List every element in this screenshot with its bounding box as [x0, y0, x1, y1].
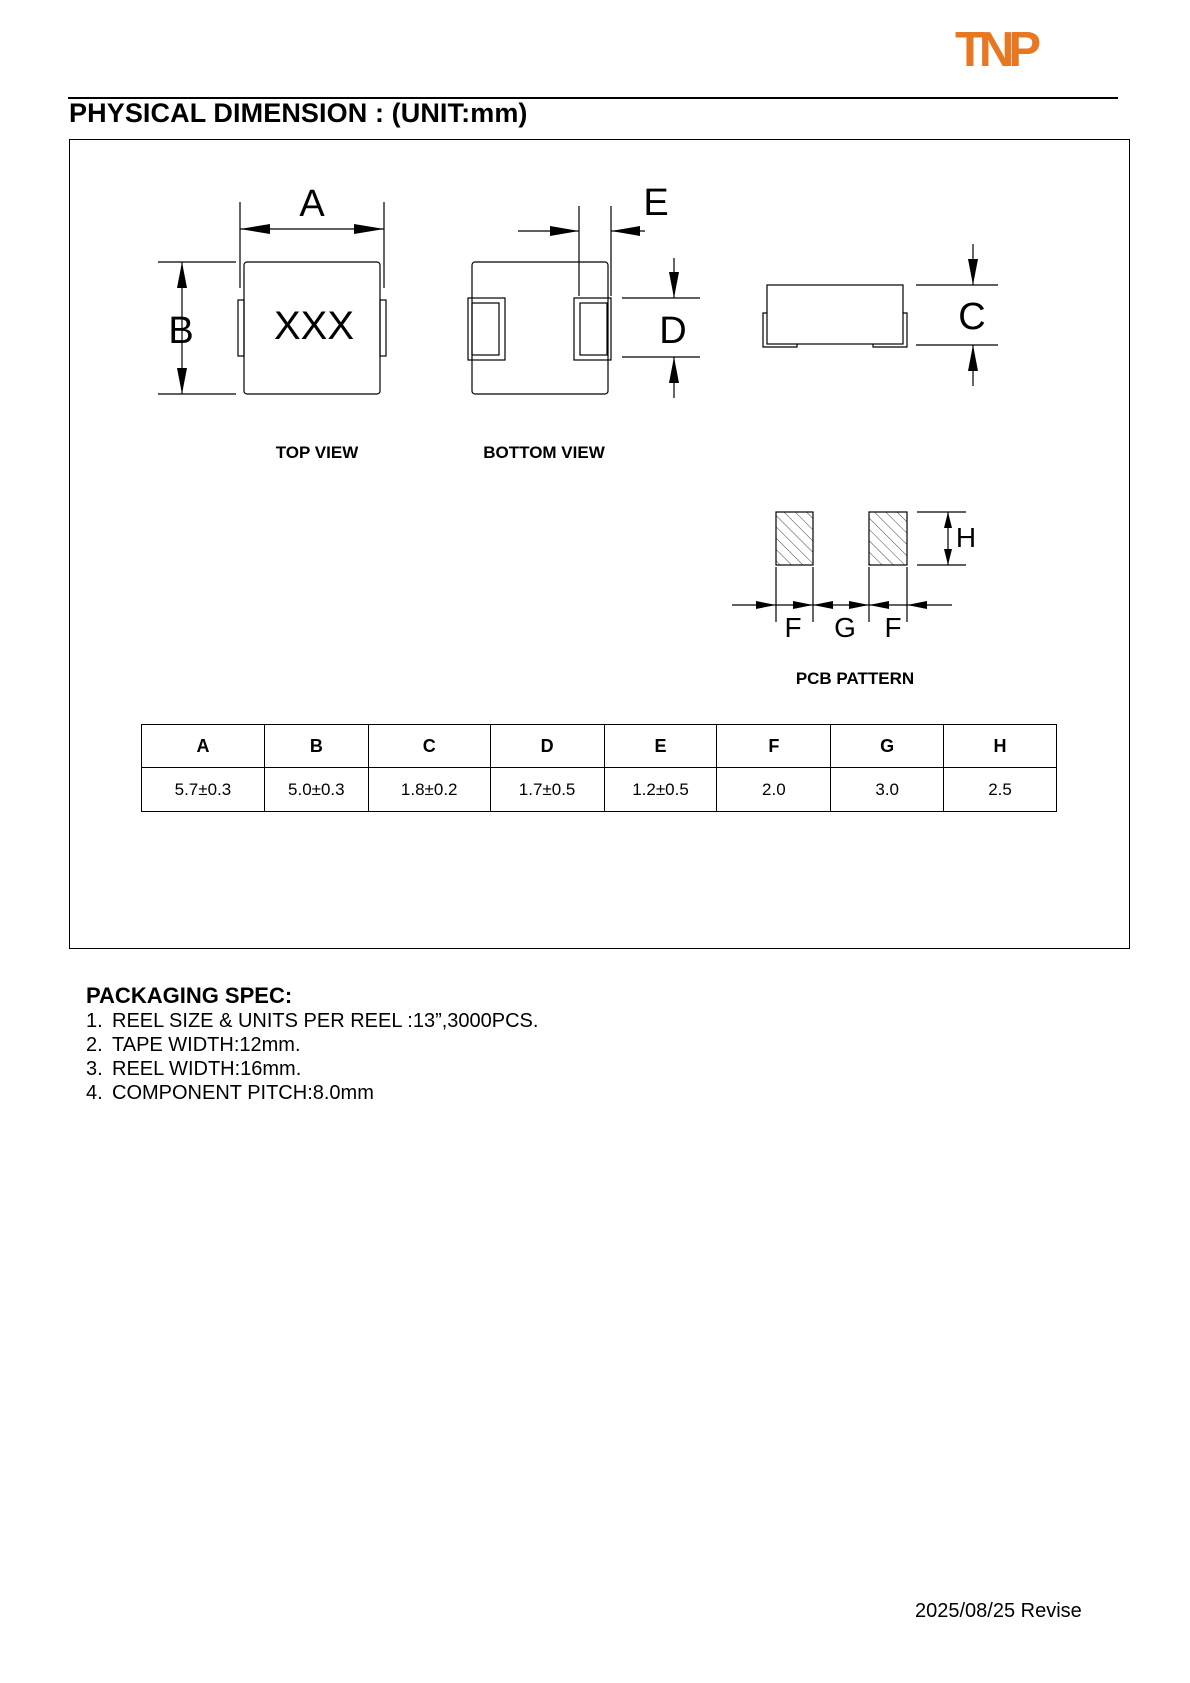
- table-header-cell: D: [490, 725, 604, 768]
- list-item: [86, 1009, 538, 1033]
- list-item-text: COMPONENT PITCH:8.0mm: [112, 1082, 374, 1104]
- list-item-text: TAPE WIDTH:12mm.: [112, 1034, 301, 1056]
- dimension-e-lines: [518, 206, 645, 296]
- side-view-body: [763, 285, 907, 347]
- dim-h-label: H: [955, 522, 977, 553]
- top-view-caption: TOP VIEW: [275, 443, 359, 462]
- pcb-pads: [776, 512, 907, 565]
- page-title: PHYSICAL DIMENSION : (UNIT:mm): [69, 98, 528, 128]
- list-item-text: REEL SIZE & UNITS PER REEL :13”,3000PCS.: [112, 1010, 539, 1032]
- table-cell: 1.8±0.2: [368, 768, 490, 812]
- table-cell: 2.5: [944, 768, 1057, 812]
- bottom-view-caption: BOTTOM VIEW: [483, 443, 605, 462]
- list-item-number: 2.: [86, 1034, 103, 1056]
- table-header-cell: E: [604, 725, 717, 768]
- table-header-cell: H: [944, 725, 1057, 768]
- dim-d-label: D: [659, 310, 687, 352]
- table-header-cell: C: [368, 725, 490, 768]
- dim-b-label: B: [168, 310, 194, 352]
- list-item-number: 1.: [86, 1010, 103, 1032]
- dimension-table: [141, 724, 1057, 812]
- revision-date: 2025/08/25 Revise: [915, 1600, 1082, 1622]
- dimension-arrowheads: [177, 224, 978, 609]
- pcb-pattern-caption: PCB PATTERN: [795, 669, 915, 688]
- packaging-list: [86, 1009, 538, 1105]
- table-header-cell: G: [831, 725, 944, 768]
- list-item-number: 3.: [86, 1058, 103, 1080]
- list-item: [86, 1033, 538, 1057]
- packaging-title: PACKAGING SPEC:: [86, 983, 293, 1008]
- table-header-row: [142, 725, 1057, 768]
- dim-c-label: C: [958, 296, 986, 338]
- dim-g-label: G: [834, 612, 856, 643]
- dim-e-label: E: [643, 182, 669, 224]
- list-item-number: 4.: [86, 1082, 103, 1104]
- table-header-cell: B: [264, 725, 368, 768]
- list-item-text: REEL WIDTH:16mm.: [112, 1058, 302, 1080]
- tnp-logo-text: TNP: [955, 26, 1035, 70]
- table-cell: 1.7±0.5: [490, 768, 604, 812]
- part-marking: XXX: [273, 304, 355, 348]
- dim-a-label: A: [299, 183, 325, 225]
- dim-f-right-label: F: [884, 612, 902, 643]
- table-header-cell: F: [717, 725, 831, 768]
- table-row: [142, 768, 1057, 812]
- table-cell: 5.0±0.3: [264, 768, 368, 812]
- bottom-view-body: [468, 262, 611, 394]
- list-item: [86, 1057, 538, 1081]
- list-item: [86, 1081, 538, 1105]
- table-header-cell: A: [142, 725, 265, 768]
- table-cell: 1.2±0.5: [604, 768, 717, 812]
- table-cell: 2.0: [717, 768, 831, 812]
- table-cell: 5.7±0.3: [142, 768, 265, 812]
- dim-f-left-label: F: [784, 612, 802, 643]
- table-cell: 3.0: [831, 768, 944, 812]
